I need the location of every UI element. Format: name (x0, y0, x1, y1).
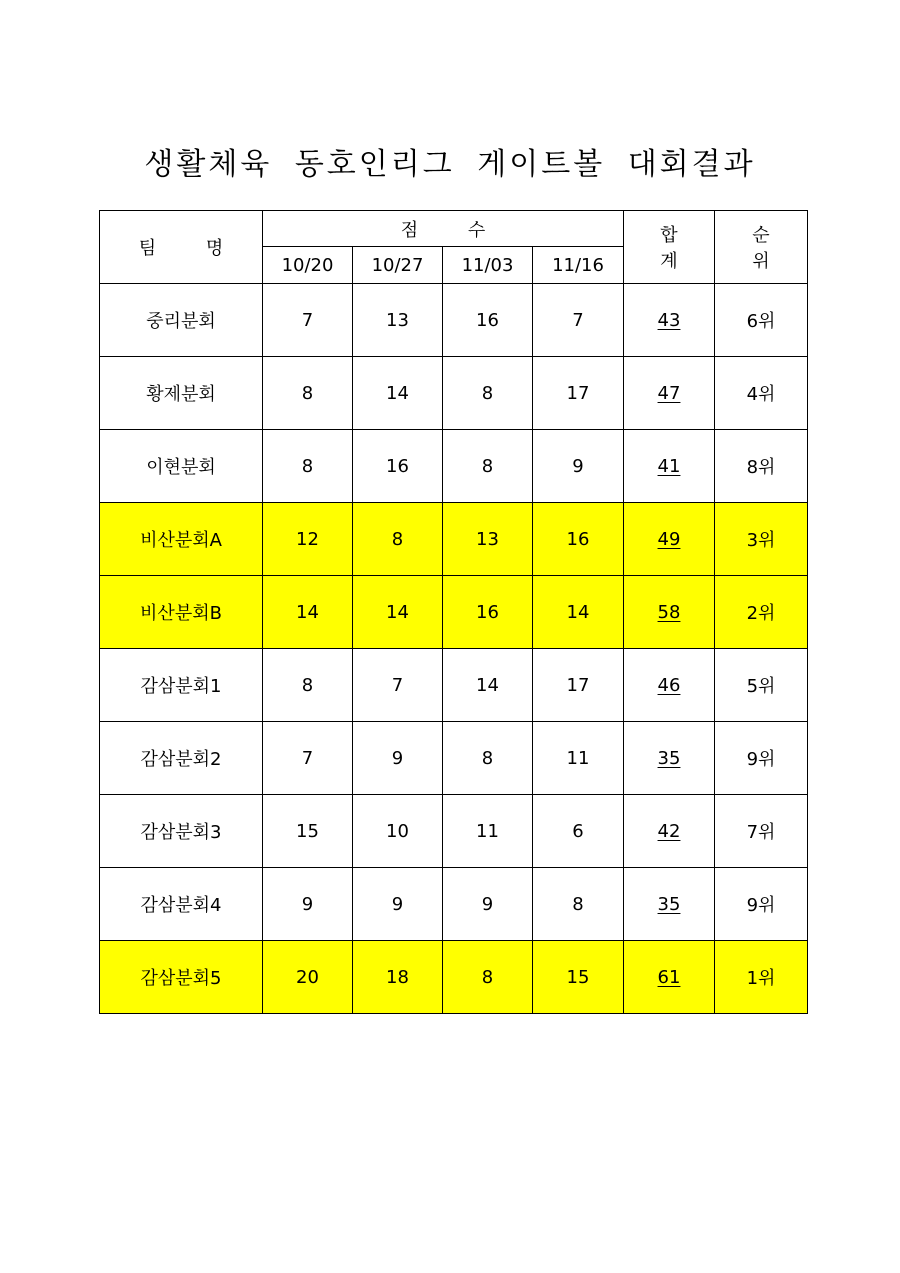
total-value: 41 (657, 455, 681, 477)
rank-cell: 6위 (715, 284, 808, 357)
team-cell: 중리분회 (100, 284, 263, 357)
score-cell: 15 (533, 941, 624, 1014)
total-value: 46 (657, 674, 681, 696)
table-row (100, 649, 808, 722)
total-cell (624, 649, 715, 722)
total-cell (624, 868, 715, 941)
rank-cell: 9위 (715, 868, 808, 941)
score-cell: 11 (533, 722, 624, 795)
total-value: 35 (657, 893, 681, 915)
score-cell: 9 (353, 722, 443, 795)
total-header: 합 계 (624, 211, 715, 284)
score-cell: 9 (443, 868, 533, 941)
rank-cell: 3위 (715, 503, 808, 576)
score-cell: 8 (533, 868, 624, 941)
date-header: 10/27 (353, 247, 443, 284)
score-cell: 16 (533, 503, 624, 576)
total-value: 42 (657, 820, 681, 842)
rank-cell: 8위 (715, 430, 808, 503)
score-cell: 14 (443, 649, 533, 722)
score-cell: 17 (533, 649, 624, 722)
date-header: 10/20 (263, 247, 353, 284)
score-cell: 7 (263, 722, 353, 795)
score-cell: 16 (443, 576, 533, 649)
score-cell: 8 (263, 649, 353, 722)
total-cell (624, 357, 715, 430)
score-cell: 17 (533, 357, 624, 430)
score-cell: 14 (263, 576, 353, 649)
rank-cell: 1위 (715, 941, 808, 1014)
results-table (99, 210, 808, 1014)
team-cell: 감삼분회5 (100, 941, 263, 1014)
score-cell: 14 (353, 576, 443, 649)
total-cell (624, 430, 715, 503)
header-row (100, 211, 808, 247)
date-header: 11/03 (443, 247, 533, 284)
score-cell: 11 (443, 795, 533, 868)
total-value: 61 (657, 966, 681, 988)
rank-cell: 7위 (715, 795, 808, 868)
table-row (100, 503, 808, 576)
rank-cell: 5위 (715, 649, 808, 722)
team-cell: 감삼분회1 (100, 649, 263, 722)
score-cell: 8 (443, 430, 533, 503)
score-cell: 18 (353, 941, 443, 1014)
team-header: 팀 명 (100, 211, 263, 284)
score-cell: 7 (263, 284, 353, 357)
total-cell (624, 722, 715, 795)
score-cell: 8 (263, 430, 353, 503)
date-header: 11/16 (533, 247, 624, 284)
score-cell: 8 (353, 503, 443, 576)
rank-cell: 4위 (715, 357, 808, 430)
score-cell: 14 (353, 357, 443, 430)
team-cell: 감삼분회3 (100, 795, 263, 868)
total-value: 35 (657, 747, 681, 769)
rank-cell: 9위 (715, 722, 808, 795)
score-cell: 20 (263, 941, 353, 1014)
score-cell: 10 (353, 795, 443, 868)
table-row (100, 868, 808, 941)
page-title: 생활체육 동호인리그 게이트볼 대회결과 (144, 147, 756, 182)
score-cell: 14 (533, 576, 624, 649)
table-row (100, 357, 808, 430)
table-row (100, 284, 808, 357)
table-row (100, 795, 808, 868)
score-cell: 16 (443, 284, 533, 357)
score-cell: 7 (353, 649, 443, 722)
total-value: 43 (657, 309, 681, 331)
team-cell: 이현분회 (100, 430, 263, 503)
team-cell: 비산분회B (100, 576, 263, 649)
rank-cell: 2위 (715, 576, 808, 649)
total-cell (624, 284, 715, 357)
score-cell: 12 (263, 503, 353, 576)
table-row (100, 576, 808, 649)
score-cell: 16 (353, 430, 443, 503)
total-cell (624, 503, 715, 576)
score-header: 점 수 (263, 211, 624, 247)
rank-header: 순 위 (715, 211, 808, 284)
team-cell: 감삼분회2 (100, 722, 263, 795)
total-cell (624, 576, 715, 649)
total-cell (624, 795, 715, 868)
score-cell: 8 (263, 357, 353, 430)
team-cell: 감삼분회4 (100, 868, 263, 941)
score-cell: 9 (263, 868, 353, 941)
table-row (100, 722, 808, 795)
team-cell: 비산분회A (100, 503, 263, 576)
score-cell: 9 (353, 868, 443, 941)
total-value: 49 (657, 528, 681, 550)
score-cell: 13 (353, 284, 443, 357)
total-cell (624, 941, 715, 1014)
table-row (100, 941, 808, 1014)
team-cell: 황제분회 (100, 357, 263, 430)
score-cell: 8 (443, 357, 533, 430)
table-row (100, 430, 808, 503)
score-cell: 13 (443, 503, 533, 576)
score-cell: 8 (443, 941, 533, 1014)
score-cell: 7 (533, 284, 624, 357)
total-value: 47 (657, 382, 681, 404)
score-cell: 8 (443, 722, 533, 795)
total-value: 58 (657, 601, 681, 623)
score-cell: 9 (533, 430, 624, 503)
score-cell: 15 (263, 795, 353, 868)
score-cell: 6 (533, 795, 624, 868)
